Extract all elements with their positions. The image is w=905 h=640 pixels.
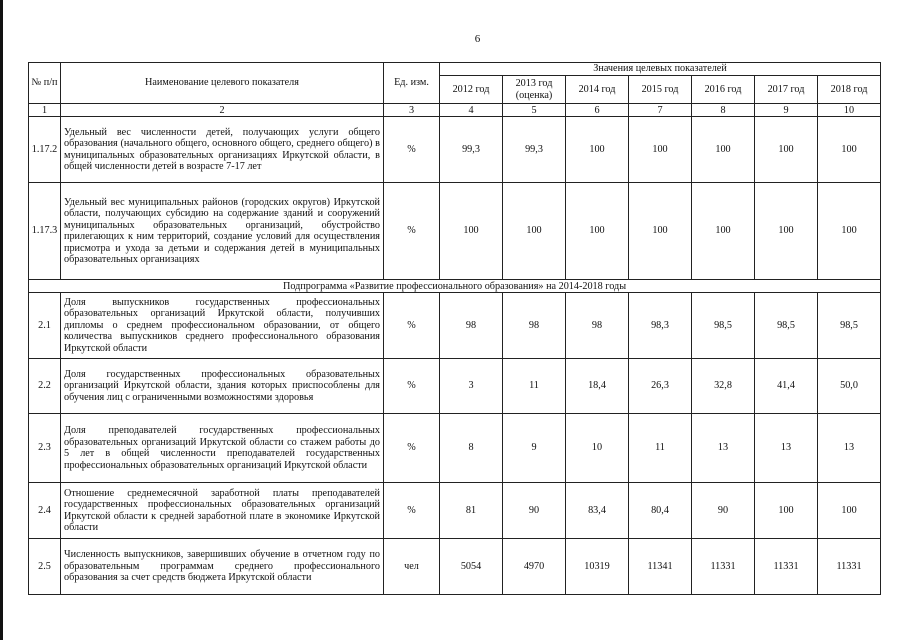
value-cell: 100 (629, 117, 692, 183)
indicator-name: Доля преподавателей государственных профессиональных образовательных организаций Иркутской области со стажем работы до 5 лет в общей численности преподавателей государственных профессиональных образовательных организаций Иркутской области (61, 414, 384, 483)
value-cell: 100 (629, 183, 692, 280)
value-cell: 100 (755, 117, 818, 183)
subprogram-row (29, 280, 881, 293)
value-cell: 11331 (818, 539, 881, 595)
value-cell: 99,3 (503, 117, 566, 183)
page-number: 6 (474, 33, 481, 45)
scan-edge (0, 0, 3, 640)
value-cell: 9 (503, 414, 566, 483)
indicator-name: Отношение среднемесячной заработной платы преподавателей государственных профессиональных образовательных организаций Иркутской области к средней заработной плате в экономике Иркутской области (61, 483, 384, 539)
value-cell: 80,4 (629, 483, 692, 539)
value-cell: 100 (692, 117, 755, 183)
value-cell: 98 (440, 293, 503, 359)
value-cell: 100 (755, 183, 818, 280)
value-cell: 83,4 (566, 483, 629, 539)
table-row (29, 183, 881, 280)
header-values-group: Значения целевых показателей (440, 63, 881, 76)
indicator-name: Численность выпускников, завершивших обучение в отчетном году по образовательным программам среднего профессионального образования за счет средств бюджета Иркутской области (61, 539, 384, 595)
table-row (29, 483, 881, 539)
value-cell: 13 (692, 414, 755, 483)
row-number: 2.4 (29, 483, 61, 539)
unit-cell: % (384, 414, 440, 483)
indicator-name: Доля государственных профессиональных образовательных организаций Иркутской области, здания которых приспособлены для обучения лиц с ограниченными возможностями здоровья (61, 359, 384, 414)
value-cell: 100 (440, 183, 503, 280)
value-cell: 4970 (503, 539, 566, 595)
value-cell: 98,5 (692, 293, 755, 359)
target-indicators-table (28, 62, 881, 595)
value-cell: 100 (818, 183, 881, 280)
header-year: 2012 год (440, 76, 503, 104)
row-number: 2.5 (29, 539, 61, 595)
value-cell: 10 (566, 414, 629, 483)
header-name: Наименование целевого показателя (61, 63, 384, 104)
value-cell: 90 (503, 483, 566, 539)
index-cell: 4 (440, 104, 503, 117)
value-cell: 98,5 (755, 293, 818, 359)
header-year: 2016 год (692, 76, 755, 104)
header-year: 2017 год (755, 76, 818, 104)
header-num: № п/п (29, 63, 61, 104)
row-number: 1.17.2 (29, 117, 61, 183)
table-row (29, 293, 881, 359)
value-cell: 3 (440, 359, 503, 414)
value-cell: 26,3 (629, 359, 692, 414)
table-row (29, 539, 881, 595)
value-cell: 32,8 (692, 359, 755, 414)
header-year: 2015 год (629, 76, 692, 104)
value-cell: 100 (566, 183, 629, 280)
header-year: 2014 год (566, 76, 629, 104)
value-cell: 11341 (629, 539, 692, 595)
value-cell: 11331 (755, 539, 818, 595)
row-number: 2.1 (29, 293, 61, 359)
index-row (29, 104, 881, 117)
value-cell: 11 (629, 414, 692, 483)
unit-cell: % (384, 183, 440, 280)
index-cell: 3 (384, 104, 440, 117)
value-cell: 100 (818, 483, 881, 539)
index-cell: 2 (61, 104, 384, 117)
table-row (29, 414, 881, 483)
value-cell: 18,4 (566, 359, 629, 414)
value-cell: 100 (755, 483, 818, 539)
header-year: 2013 год (оценка) (503, 76, 566, 104)
header-year: 2018 год (818, 76, 881, 104)
unit-cell: чел (384, 539, 440, 595)
subprogram-title: Подпрограмма «Развитие профессионального образования» на 2014-2018 годы (29, 280, 881, 293)
value-cell: 100 (818, 117, 881, 183)
index-cell: 7 (629, 104, 692, 117)
index-cell: 8 (692, 104, 755, 117)
value-cell: 98 (503, 293, 566, 359)
row-number: 2.2 (29, 359, 61, 414)
value-cell: 41,4 (755, 359, 818, 414)
table-row (29, 359, 881, 414)
indicator-name: Доля выпускников государственных профессиональных образовательных организаций Иркутской области, получивших дипломы о среднем профессиональном образовании, от общего количества выпускников среднего профессионального образования Иркутской области (61, 293, 384, 359)
index-cell: 9 (755, 104, 818, 117)
value-cell: 11331 (692, 539, 755, 595)
index-cell: 6 (566, 104, 629, 117)
indicator-name: Удельный вес муниципальных районов (городских округов) Иркутской области, получающих субсидию на содержание зданий и сооружений муниципальных образовательных организаций, обустройство прилегающих к ним территорий, создание условий для осуществления присмотра и ухода за детьми и содержания детей в муниципальных образовательных организациях (61, 183, 384, 280)
value-cell: 11 (503, 359, 566, 414)
value-cell: 98,5 (818, 293, 881, 359)
value-cell: 50,0 (818, 359, 881, 414)
row-number: 1.17.3 (29, 183, 61, 280)
indicator-name: Удельный вес численности детей, получающих услуги общего образования (начального общего, основного общего, среднего общего) в муниципальных образовательных организациях Иркутской области, в общей численности детей в возрасте 7-17 лет (61, 117, 384, 183)
header-unit: Ед. изм. (384, 63, 440, 104)
value-cell: 5054 (440, 539, 503, 595)
index-cell: 5 (503, 104, 566, 117)
value-cell: 99,3 (440, 117, 503, 183)
value-cell: 98 (566, 293, 629, 359)
table-row (29, 117, 881, 183)
value-cell: 98,3 (629, 293, 692, 359)
value-cell: 8 (440, 414, 503, 483)
value-cell: 100 (503, 183, 566, 280)
value-cell: 100 (566, 117, 629, 183)
value-cell: 13 (755, 414, 818, 483)
index-cell: 1 (29, 104, 61, 117)
value-cell: 90 (692, 483, 755, 539)
value-cell: 100 (692, 183, 755, 280)
value-cell: 13 (818, 414, 881, 483)
unit-cell: % (384, 117, 440, 183)
value-cell: 10319 (566, 539, 629, 595)
value-cell: 81 (440, 483, 503, 539)
unit-cell: % (384, 483, 440, 539)
row-number: 2.3 (29, 414, 61, 483)
unit-cell: % (384, 359, 440, 414)
index-cell: 10 (818, 104, 881, 117)
unit-cell: % (384, 293, 440, 359)
